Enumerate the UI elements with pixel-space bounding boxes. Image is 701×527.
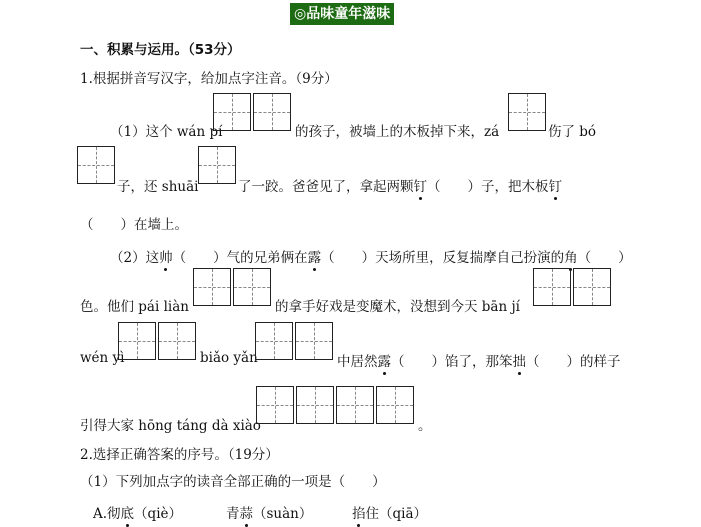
writing-grid-hong-tang-da-xiao[interactable] xyxy=(256,386,416,424)
writing-box[interactable] xyxy=(256,386,294,424)
text-line-2b xyxy=(238,175,562,195)
text-line-7a: 引得大家 hōng táng dà xiào xyxy=(80,418,261,434)
text-segment: （ ）气的兄弟俩在 xyxy=(172,250,308,266)
writing-grid-wan-pi[interactable] xyxy=(213,93,293,131)
writing-box[interactable] xyxy=(295,322,333,360)
question-2-sub-1: （1）下列加点字的读音全部正确的一项是（ ） xyxy=(80,474,386,490)
text-segment: （ ）天场所里，反复揣摩自己扮演的 xyxy=(321,250,565,266)
writing-grid-biao-yan[interactable] xyxy=(255,322,335,360)
writing-grid-bo[interactable] xyxy=(77,146,117,184)
section-heading: 一、积累与运用。（53分） xyxy=(80,42,241,58)
text-segment: （ ）的样子 xyxy=(526,354,621,370)
text-segment: （ ）馅了，那笨 xyxy=(391,354,513,370)
text-line-6a: wén yì xyxy=(80,350,125,366)
writing-box[interactable] xyxy=(255,322,293,360)
writing-box[interactable] xyxy=(508,93,546,131)
writing-grid-wen-yi[interactable] xyxy=(118,322,198,360)
dotted-char: 掐 xyxy=(352,502,366,522)
dotted-char: 底 xyxy=(121,502,135,522)
text-segment: （2）这 xyxy=(110,250,160,266)
option-label: A. xyxy=(93,506,108,522)
text-line-6c xyxy=(337,350,621,370)
writing-grid-za[interactable] xyxy=(508,93,548,131)
writing-box[interactable] xyxy=(158,322,196,360)
option-a-word-3 xyxy=(352,502,427,522)
dotted-char: 钉 xyxy=(414,175,428,195)
dotted-char: 露 xyxy=(308,246,322,266)
text-line-1b: 的孩子，被墙上的木板掉下来，zá xyxy=(295,124,500,140)
dotted-char: 蒜 xyxy=(240,502,254,522)
pinyin: （qiè） xyxy=(134,506,182,522)
text-segment: （ ）子，把木板 xyxy=(427,179,549,195)
writing-box[interactable] xyxy=(233,268,271,306)
question-2-title: 2.选择正确答案的序号。（19分） xyxy=(80,447,279,463)
writing-box[interactable] xyxy=(213,93,251,131)
option-a-word-2 xyxy=(226,502,312,522)
writing-box[interactable] xyxy=(296,386,334,424)
text-line-4 xyxy=(110,246,632,266)
option-a[interactable] xyxy=(93,502,182,522)
writing-box[interactable] xyxy=(77,146,115,184)
writing-box[interactable] xyxy=(118,322,156,360)
pinyin: （suàn） xyxy=(253,506,313,522)
dotted-char: 露 xyxy=(378,350,392,370)
text-line-7b: 。 xyxy=(418,418,432,434)
writing-box[interactable] xyxy=(376,386,414,424)
text-line-5a: 色。他们 pái liàn xyxy=(80,299,189,315)
dotted-char: 拙 xyxy=(513,350,527,370)
text-segment: 了一跤。爸爸见了，拿起两颗 xyxy=(238,179,414,195)
text-line-3: （ ）在墙上。 xyxy=(80,217,188,233)
text-line-1a: （1）这个 wán pí xyxy=(110,124,223,140)
writing-box[interactable] xyxy=(573,268,611,306)
dotted-char: 角 xyxy=(564,246,578,266)
text-segment: 住 xyxy=(365,506,379,522)
writing-box[interactable] xyxy=(253,93,291,131)
writing-grid-ban-ji[interactable] xyxy=(533,268,613,306)
text-segment: 彻 xyxy=(107,506,121,522)
text-segment: 中居然 xyxy=(337,354,378,370)
text-line-5b: 的拿手好戏是变魔术，没想到今天 bān jí xyxy=(275,299,520,315)
dotted-char: 帅 xyxy=(159,246,173,266)
question-1-title: 1.根据拼音写汉字，给加点字注音。（9分） xyxy=(80,71,338,87)
writing-grid-shuai[interactable] xyxy=(198,146,238,184)
text-line-6b: biǎo yǎn xyxy=(200,350,258,366)
dotted-char: 钉 xyxy=(549,175,563,195)
text-segment: 青 xyxy=(226,506,240,522)
writing-box[interactable] xyxy=(193,268,231,306)
pinyin: （qiā） xyxy=(379,506,428,522)
banner-title: ◎品味童年滋味 xyxy=(290,3,394,25)
writing-box[interactable] xyxy=(533,268,571,306)
text-line-1c: 伤了 bó xyxy=(548,124,597,140)
writing-grid-pai-lian[interactable] xyxy=(193,268,273,306)
text-line-2a: 子，还 shuāi xyxy=(117,179,199,195)
text-segment: （ ） xyxy=(577,250,632,266)
writing-box[interactable] xyxy=(336,386,374,424)
writing-box[interactable] xyxy=(198,146,236,184)
